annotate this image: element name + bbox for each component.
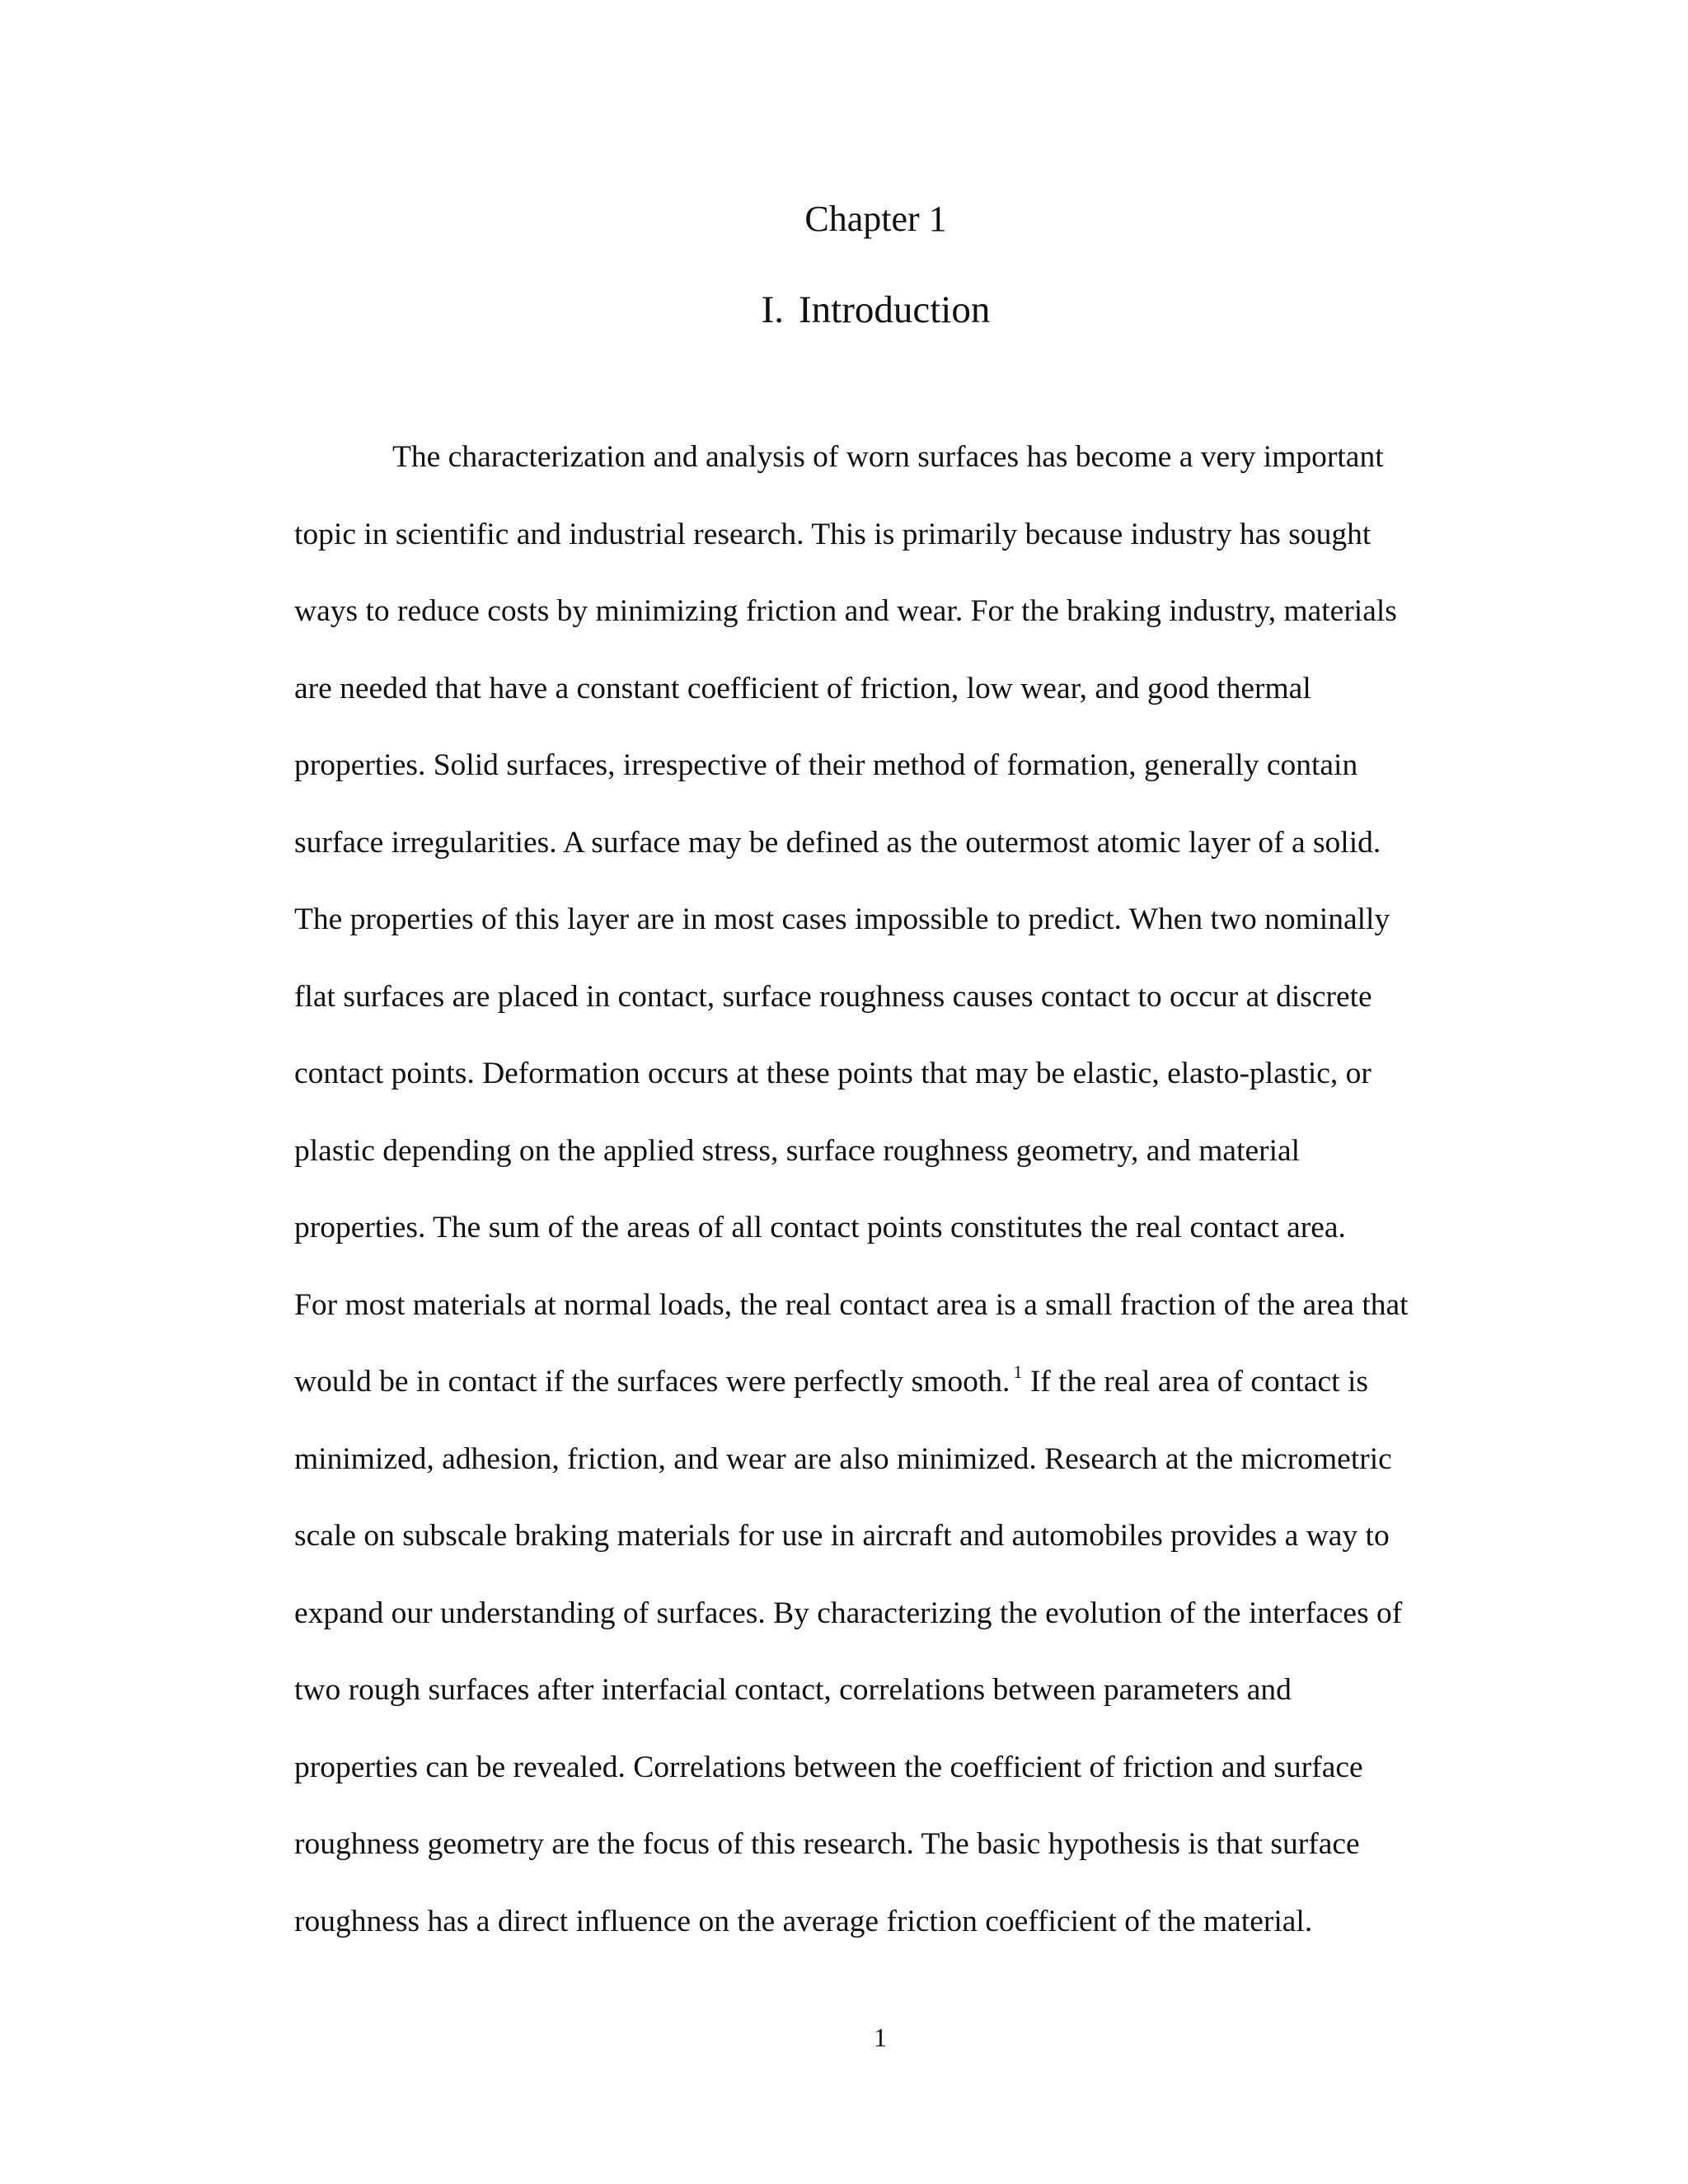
paragraph-line: minimized, adhesion, friction, and wear are also minimized. Research at the micrometric (294, 1441, 1392, 1476)
paragraph-line-with-footnote (294, 1343, 1448, 1421)
paragraph-line: properties. Solid surfaces, irrespective of their method of formation, generally contain (294, 748, 1358, 782)
paragraph-line: are needed that have a constant coefficient of friction, low wear, and good thermal (294, 671, 1311, 705)
paragraph-line: properties. The sum of the areas of all contact points constitutes the real contact area. (294, 1211, 1346, 1244)
footnote-reference[interactable]: 1 (1013, 1361, 1023, 1382)
chapter-heading: Chapter 1 (804, 199, 947, 239)
paragraph-line-text: would be in contact if the surfaces were perfectly smooth. (294, 1365, 1010, 1399)
paragraph-line: two rough surfaces after interfacial contact, correlations between parameters and (294, 1673, 1292, 1707)
paragraph-line: roughness has a direct influence on the average friction coefficient of the material. (294, 1904, 1313, 1938)
paragraph-line: expand our understanding of surfaces. By characterizing the evolution of the interfaces of (294, 1596, 1403, 1630)
paragraph-line: ways to reduce costs by minimizing friction and wear. For the braking industry, materials (294, 594, 1397, 628)
section-heading (0, 286, 1688, 334)
paragraph-line: plastic depending on the applied stress, surface roughness geometry, and material (294, 1133, 1301, 1168)
paragraph-line: The properties of this layer are in most cases impossible to predict. When two nominally (294, 902, 1390, 936)
paragraph-line: For most materials at normal loads, the real contact area is a small fraction of the area that (294, 1287, 1409, 1322)
paragraph-line: properties can be revealed. Correlations between the coefficient of friction and surface (294, 1750, 1363, 1784)
paragraph-line: topic in scientific and industrial research. This is primarily because industry has sought (294, 517, 1372, 551)
paragraph-line: flat surfaces are placed in contact, surface roughness causes contact to occur at discrete (294, 979, 1372, 1014)
page-number: 1 (874, 2022, 887, 2052)
paragraph-line: roughness geometry are the focus of this research. The basic hypothesis is that surface (294, 1827, 1360, 1861)
paragraph-line: surface irregularities. A surface may be defined as the outermost atomic layer of a solid. (294, 825, 1381, 860)
section-title: Introduction (799, 288, 991, 331)
paragraph-line: scale on subscale braking materials for use in aircraft and automobiles provides a way to (294, 1519, 1390, 1553)
introduction-paragraph (294, 419, 1448, 1960)
section-number: I. (761, 288, 785, 331)
paragraph-line-tail: If the real area of contact is (1029, 1365, 1368, 1399)
paragraph-line: The characterization and analysis of worn surfaces has become a very important (392, 440, 1384, 474)
paragraph-line: contact points. Deformation occurs at these points that may be elastic, elasto-plastic, or (294, 1057, 1372, 1090)
